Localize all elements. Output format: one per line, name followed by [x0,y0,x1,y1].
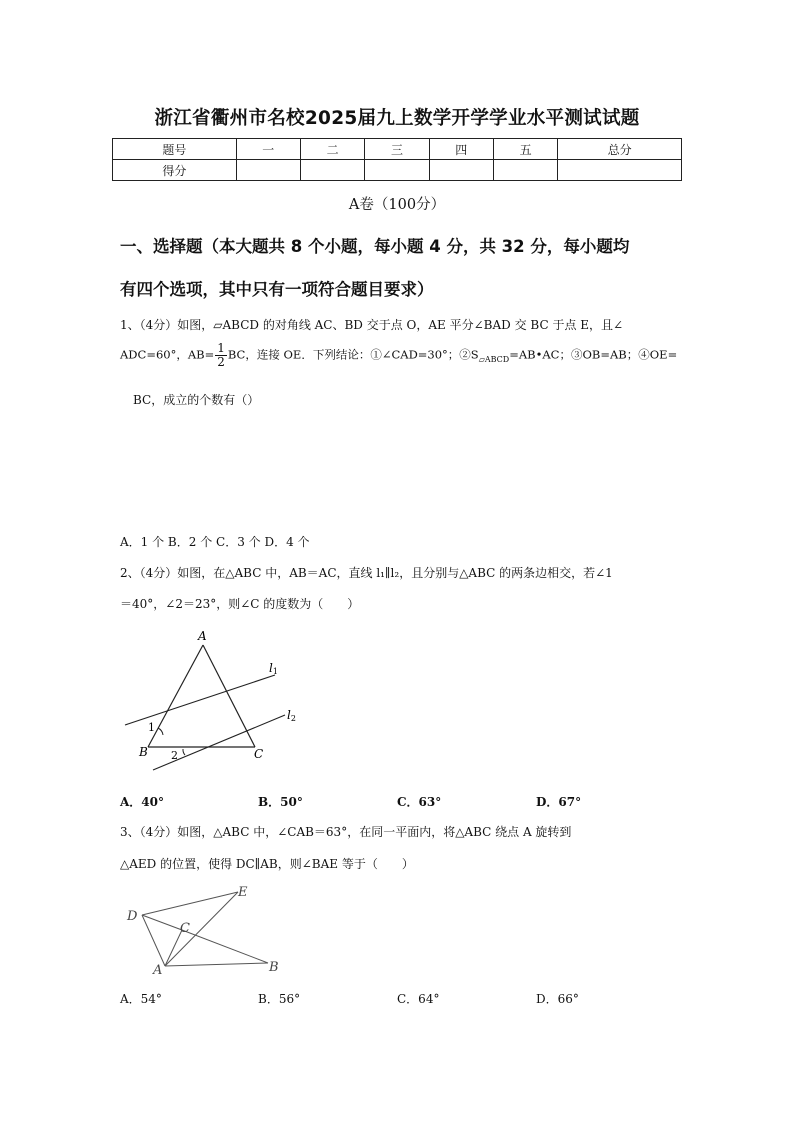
q1-line3: BC，成立的个数有（） [133,393,260,407]
q1-line2-post: BC，连接 OE．下列结论：①∠CAD=30°；②S [227,347,479,362]
score-header-cell: 二 [300,139,364,160]
q3-line2: △AED 的位置，使得 DC∥AB，则∠BAE 等于（ ） [120,857,414,871]
q2-line-l1 [125,675,275,725]
q2-label-a: A [198,629,207,643]
q2-option-a: A．40° [120,795,165,809]
q2-label-l2-letter: l [287,708,291,722]
score-cell [236,160,300,181]
q1-frac-num: 1 [217,341,225,355]
q3-rotation-figure [120,878,295,978]
q2-line2: ＝40°，∠2＝23°，则∠C 的度数为（ ） [120,597,360,611]
q1-line2-tail: =AB•AC；③OB=AB；④OE= [509,347,678,362]
score-header-cell: 总分 [558,139,682,160]
score-cell [429,160,493,181]
q3-segment-cb [182,930,268,963]
q2-angle2-arc [183,749,185,755]
q1-line2 [120,342,677,369]
q2-angle1-label: 1 [148,721,155,734]
score-table-score-row [113,160,682,181]
q3-line1: 3、（4分）如图，△ABC 中，∠CAB＝63°，在同一平面内，将△ABC 绕点 A 旋转到 [120,825,572,839]
score-table-header-row [113,139,682,160]
score-cell [558,160,682,181]
q1-subscript: ▱ABCD [478,354,510,364]
q2-angle2-label: 2 [171,749,178,762]
score-table [112,138,682,181]
q3-label-b: B [269,960,279,975]
section-heading: A卷（100分） [348,197,446,213]
q2-label-l2 [287,708,296,723]
q2-option-b: B．50° [258,795,303,809]
page-title: 浙江省衢州市名校2025届九上数学开学学业水平测试试题 [154,108,640,129]
q1-fraction [215,342,227,369]
q2-option-c: C．63° [397,795,442,809]
q1-frac-den: 2 [217,355,225,369]
q2-label-l1-letter: l [269,661,273,675]
q1-options: A．1 个 B．2 个 C．3 个 D．4 个 [120,535,310,549]
q3-segment-ab [165,963,268,966]
q3-label-c: C [180,921,190,936]
part1-heading-line1: 一、选择题（本大题共 8 个小题，每小题 4 分，共 32 分，每小题均 [120,237,630,256]
score-cell [300,160,364,181]
score-row-label: 得分 [113,160,237,181]
q3-label-e: E [238,885,248,900]
q3-label-a: A [153,963,163,978]
q2-side-ab [148,645,203,747]
q3-segment-de [142,892,238,915]
q3-option-d: D．66° [536,992,579,1006]
q3-option-b: B．56° [258,992,301,1006]
score-header-cell: 三 [365,139,429,160]
score-header-cell: 五 [493,139,557,160]
score-cell [493,160,557,181]
q3-option-a: A．54° [120,992,162,1006]
q3-segment-ae [165,892,238,966]
q2-label-b: B [139,745,148,759]
q2-option-d: D．67° [536,795,582,809]
q2-line1: 2、（4分）如图，在△ABC 中，AB＝AC，直线 l₁∥l₂，且分别与△ABC 的两条边相交，若∠1 [120,566,613,580]
q2-triangle-figure [115,625,315,780]
q2-label-c: C [254,747,264,761]
part1-heading-line2: 有四个选项，其中只有一项符合题目要求） [120,280,434,299]
q2-label-l2-sub: 2 [290,714,296,723]
q1-line2-pre: ADC=60°，AB= [120,347,215,362]
score-header-cell: 题号 [113,139,237,160]
score-header-cell: 四 [429,139,493,160]
score-cell [365,160,429,181]
q2-angle1-arc [158,728,163,735]
q3-option-c: C．64° [397,992,440,1006]
score-header-cell: 一 [236,139,300,160]
q1-line1: 1、（4分）如图，▱ABCD 的对角线 AC、BD 交于点 O，AE 平分∠BAD 交 BC 于点 E，且∠ [120,318,624,332]
q2-label-l1 [269,661,278,676]
q2-label-l1-sub: 1 [272,667,278,676]
q3-label-d: D [127,909,138,924]
